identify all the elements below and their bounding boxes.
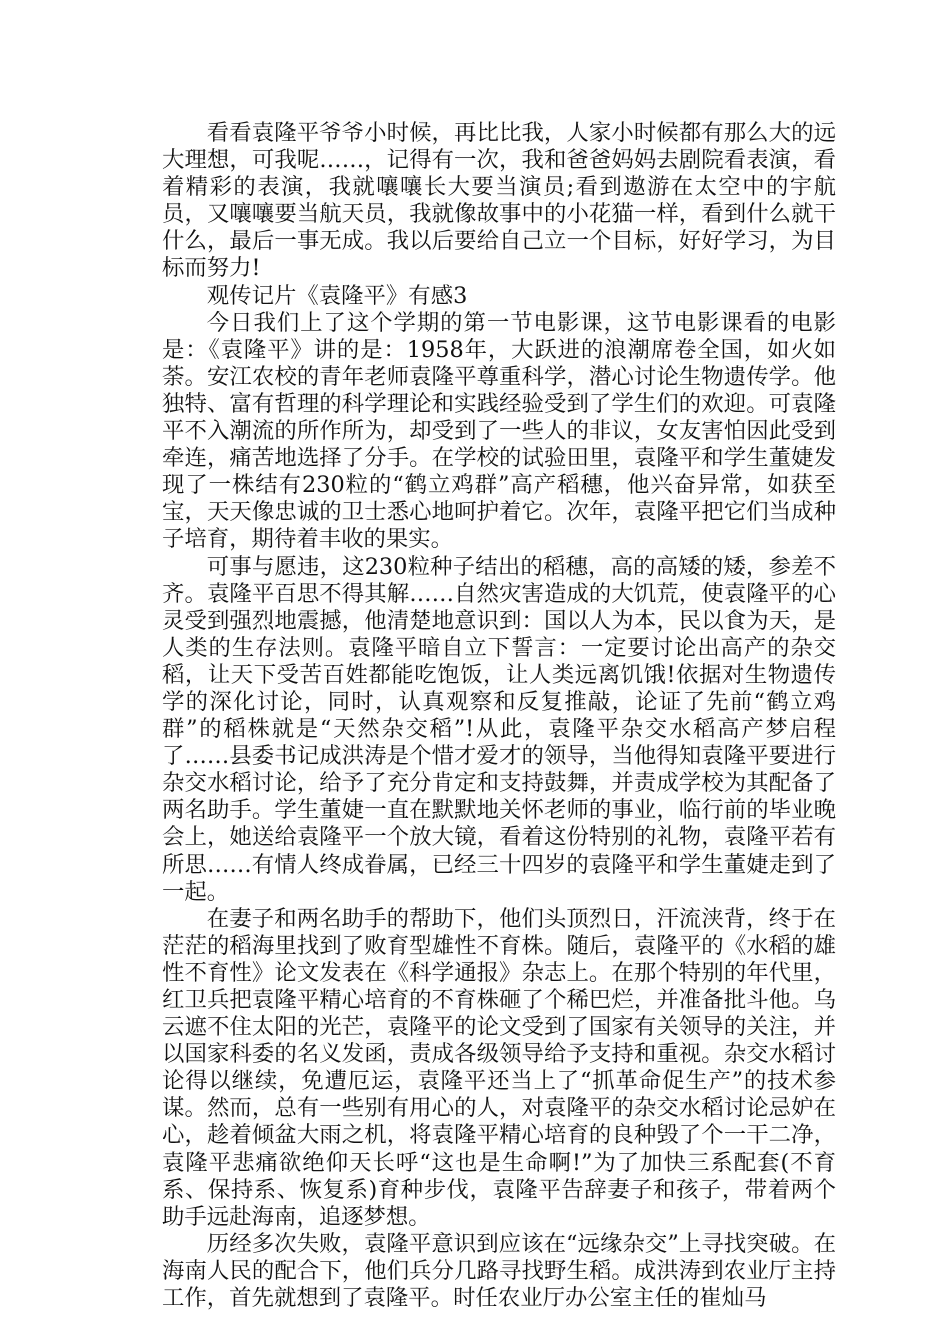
- paragraph-sterile-plant: 在妻子和两名助手的帮助下，他们头顶烈日，汗流浃背，终于在茫茫的稻海里找到了败育型雄性不育株。随后，袁隆平的《水稻的雄性不育性》论文发表在《科学通报》杂志上。在那个特别的年代里，红卫兵把袁隆平精心培育的不育株砸了个稀巴烂，并准备批斗他。乌云遮不住太阳的光芒，袁隆平的论文受到了国家有关领导的关注，并以国家科委的名义发函，责成各级领导给予支持和重视。杂交水稻讨论得以继续，免遭厄运，袁隆平还当上了“抓革命促生产”的技术参谋。然而，总有一些别有用心的人，对袁隆平的杂交水稻讨论忌妒在心，趁着倾盆大雨之机，将袁隆平精心培育的良种毁了个一干二净，袁隆平悲痛欲绝仰天长呼“这也是生命啊!”为了加快三系配套(不育系、保持系、恢复系)育种步伐，袁隆平告辞妻子和孩子，带着两个助手远赴海南，追逐梦想。: [162, 905, 836, 1230]
- document-page: [162, 120, 836, 1312]
- section-heading: 观传记片《袁隆平》有感3: [206, 282, 468, 309]
- paragraph-hainan: 历经多次失败，袁隆平意识到应该在“远缘杂交”上寻找突破。在海南人民的配合下，他们兵分几路寻找野生稻。成洪涛到农业厅主持工作，首先就想到了袁隆平。时任农业厅办公室主任的崔灿马: [162, 1230, 836, 1312]
- paragraph-film-intro: 今日我们上了这个学期的第一节电影课，这节电影课看的电影是：《袁隆平》讲的是：1958年，大跃进的浪潮席卷全国，如火如荼。安江农校的青年老师袁隆平尊重科学，潜心讨论生物遗传学。他独特、富有哲理的科学理论和实践经验受到了学生们的欢迎。可袁隆平不入潮流的所作所为，却受到了一些人的非议，女友害怕因此受到牵连，痛苦地选择了分手。在学校的试验田里，袁隆平和学生董婕发现了一株结有230粒的“鹤立鸡群”高产稻穗，他兴奋异常，如获至宝，天天像忠诚的卫士悉心地呵护着它。次年，袁隆平把它们当成种子培育，期待着丰收的果实。: [162, 309, 836, 553]
- paragraph-setback: 可事与愿违，这230粒种子结出的稻穗，高的高矮的矮，参差不齐。袁隆平百思不得其解……自然灾害造成的大饥荒，使袁隆平的心灵受到强烈地震撼，他清楚地意识到：国以人为本，民以食为天，是人类的生存法则。袁隆平暗自立下誓言：一定要讨论出高产的杂交稻，让天下受苦百姓都能吃饱饭，让人类远离饥饿!依据对生物遗传学的深化讨论，同时，认真观察和反复推敲，论证了先前“鹤立鸡群”的稻株就是“天然杂交稻”!从此，袁隆平杂交水稻高产梦启程了……县委书记成洪涛是个惜才爱才的领导，当他得知袁隆平要进行杂交水稻讨论，给予了充分肯定和支持鼓舞，并责成学校为其配备了两名助手。学生董婕一直在默默地关怀老师的事业，临行前的毕业晚会上，她送给袁隆平一个放大镜，看着这份特别的礼物，袁隆平若有所思……有情人终成眷属，已经三十四岁的袁隆平和学生董婕走到了一起。: [162, 553, 836, 905]
- paragraph-childhood-reflection: 看看袁隆平爷爷小时候，再比比我，人家小时候都有那么大的远大理想，可我呢……，记得有一次，我和爸爸妈妈去剧院看表演，看着精彩的表演，我就嚷嚷长大要当演员;看到遨游在太空中的宇航员，又嚷嚷要当航天员，我就像故事中的小花猫一样，看到什么就干什么，最后一事无成。我以后要给自己立一个目标，好好学习，为目标而努力!: [162, 120, 836, 282]
